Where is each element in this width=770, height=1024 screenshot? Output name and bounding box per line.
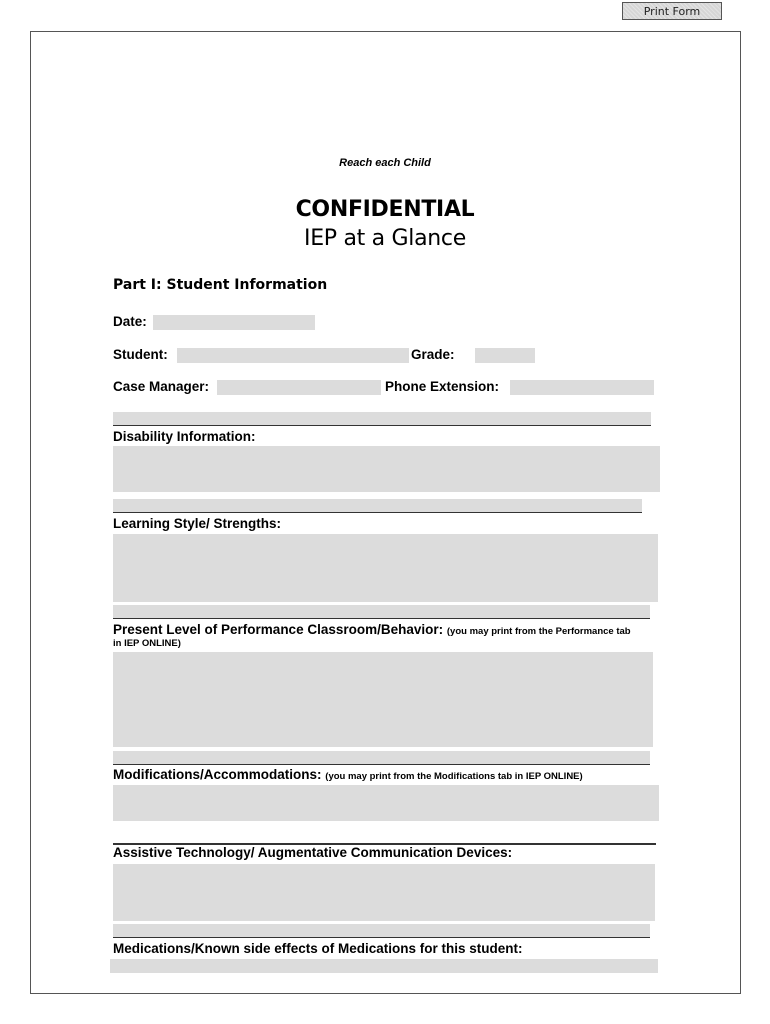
- learning-top-line-field[interactable]: [113, 499, 642, 513]
- learning-field[interactable]: [113, 534, 658, 602]
- part1-heading: Part I: Student Information: [113, 277, 328, 293]
- performance-note-continued: in IEP ONLINE): [113, 638, 181, 649]
- performance-label: [113, 622, 631, 637]
- case-manager-label: Case Manager:: [113, 379, 210, 394]
- phone-extension-label: Phone Extension:: [385, 379, 500, 394]
- case-manager-field[interactable]: [217, 380, 381, 395]
- student-field[interactable]: [177, 348, 409, 363]
- performance-note: (you may print from the Performance tab: [446, 626, 631, 637]
- assistive-label: Assistive Technology/ Augmentative Communication Devices:: [113, 845, 513, 860]
- disability-label: Disability Information:: [113, 429, 256, 444]
- date-label: Date:: [113, 314, 147, 329]
- assistive-field[interactable]: [113, 864, 655, 921]
- performance-field[interactable]: [113, 652, 653, 747]
- grade-label: Grade:: [411, 347, 455, 362]
- learning-label: Learning Style/ Strengths:: [113, 516, 282, 531]
- performance-top-line-field[interactable]: [113, 605, 650, 619]
- disability-field[interactable]: [113, 446, 660, 492]
- phone-extension-field[interactable]: [510, 380, 654, 395]
- disability-top-line-field[interactable]: [113, 412, 651, 426]
- date-field[interactable]: [153, 315, 315, 330]
- performance-label-text: Present Level of Performance Classroom/Behavior:: [113, 622, 444, 637]
- tagline: Reach each Child: [339, 157, 431, 169]
- medications-top-line-field[interactable]: [113, 924, 650, 938]
- medications-field[interactable]: [110, 959, 658, 973]
- modifications-top-line-field[interactable]: [113, 751, 650, 765]
- print-form-button[interactable]: Print Form: [622, 2, 722, 20]
- grade-field[interactable]: [475, 348, 535, 363]
- medications-label: Medications/Known side effects of Medications for this student:: [113, 941, 523, 956]
- page-subtitle: IEP at a Glance: [304, 226, 466, 251]
- modifications-note: (you may print from the Modifications tab in IEP ONLINE): [325, 771, 583, 782]
- page-title: CONFIDENTIAL: [295, 197, 475, 222]
- modifications-label-text: Modifications/Accommodations:: [113, 767, 322, 782]
- modifications-label: [113, 767, 583, 782]
- student-label: Student:: [113, 347, 168, 362]
- modifications-field[interactable]: [113, 785, 659, 821]
